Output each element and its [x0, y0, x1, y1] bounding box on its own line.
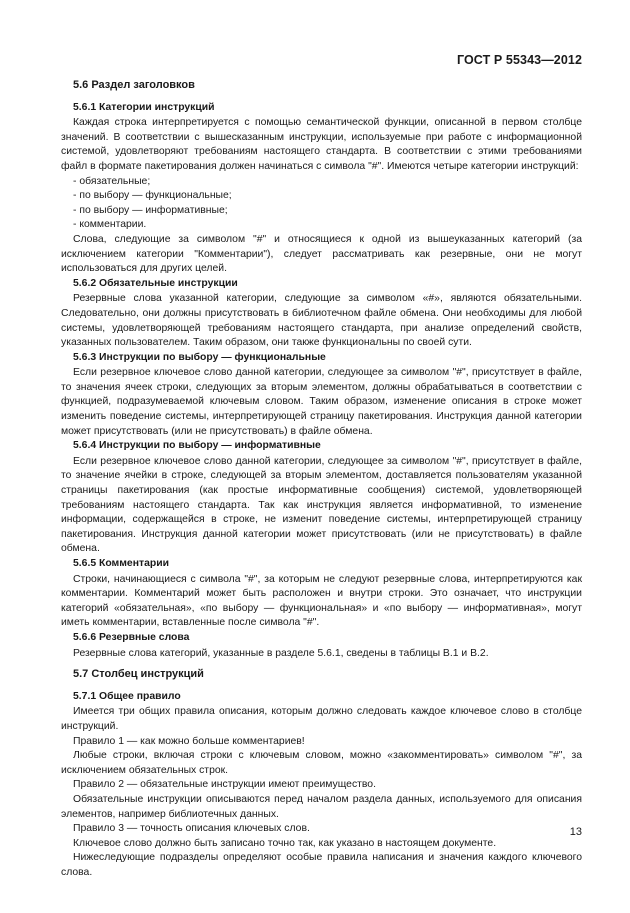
standard-code: ГОСТ Р 55343—2012 — [456, 53, 582, 67]
subsection-heading-5-6-1: 5.6.1 Категории инструкций — [73, 101, 215, 113]
paragraph: Нижеследующие подразделы определяют особые правила написания и значения каждого ключевого слова. — [61, 852, 582, 878]
paragraph: Резервные слова категорий, указанные в разделе 5.6.1, сведены в таблицы В.1 и В.2. — [73, 647, 489, 659]
paragraph: Слова, следующие за символом "#" и относящиеся к одной из вышеуказанных категорий (за исключением категории "Комментарии"), следует рассматривать как резервные, они не могут использоваться для других целей. — [61, 233, 582, 275]
subsection-heading-5-6-3: 5.6.3 Инструкции по выбору — функциональные — [73, 351, 326, 363]
paragraph: Каждая строка интерпретируется с помощью семантической функции, описанной в первом столбце значений. В соответствии с вышесказанным инструкции, используемые при работе с информационной системой, удовлетворяют требованиям настоящего стандарта. В соответствии с этими требованиями файл в формате пакетирования должен начинаться с символа "#". Имеются четыре категории инструкций: — [61, 117, 582, 172]
paragraph: Если резервное ключевое слово данной категории, следующее за символом "#", присутствует в файле, то значение ячейки в строке, следующей за вторым элементом, доставляется пользователям указанной страницы пакетирования (как простые информативные сообщения) системой, удовлетворяющей требованиям настоящего стандарта. Так как инструкция является информативной, то изменение информации, содержащейся в строке, не изменит поведение системы, интерпретирующей страницу пакетирования. Инструкция данной категории может присутствовать (или не присутствовать) в файле обмена. — [61, 455, 582, 555]
paragraph: Правило 2 — обязательные инструкции имеют преимущество. — [73, 779, 376, 791]
list-item: - по выбору — информативные; — [73, 204, 228, 216]
paragraph: Если резервное ключевое слово данной категории, следующее за символом "#", присутствует в файле, то значения ячеек строки, следующих за вторым элементом, должны обрабатываться в соответствии с функцией, подразумеваемой ключевым словом. Таким образом, изменение описания в строке может изменить поведение системы, интерпретирующей страницу пакетирования. Инструкция данной категории может присутствовать (или не присутствовать) в файле обмена. — [61, 367, 582, 437]
page-number: 13 — [569, 826, 582, 838]
subsection-heading-5-7-1: 5.7.1 Общее правило — [73, 690, 181, 702]
paragraph: Правило 3 — точность описания ключевых слов. — [73, 823, 310, 835]
list-item: - обязательные; — [73, 175, 151, 187]
document-body — [61, 78, 582, 880]
list-item: - комментарии. — [73, 219, 147, 231]
section-heading-5-7: 5.7 Столбец инструкций — [73, 668, 204, 681]
paragraph: Резервные слова указанной категории, следующие за символом «#», являются обязательными. Следовательно, они должны присутствовать в библиотечном файле обмена. Они необходимы для любой системы, удовлетворяющей требованиям настоящего стандарта, при анализе определений свойств, указанных пользователем. Таким образом, они также функциональны по своей сути. — [61, 293, 582, 349]
section-heading-5-6: 5.6 Раздел заголовков — [73, 79, 195, 91]
paragraph: Имеется три общих правила описания, которым должно следовать каждое ключевое слово в столбце инструкций. — [61, 706, 582, 732]
list-item: - по выбору — функциональные; — [73, 190, 232, 202]
paragraph: Обязательные инструкции описываются перед началом раздела данных, используемого для описания элементов, например библиотечных данных. — [61, 793, 582, 820]
subsection-heading-5-6-6: 5.6.6 Резервные слова — [73, 631, 190, 643]
paragraph: Правило 1 — как можно больше комментариев! — [73, 735, 305, 747]
paragraph: Строки, начинающиеся с символа "#", за которым не следуют резервные слова, интерпретируются как комментарии. Комментарий может быть расположен и внутри строки. Это означает, что инструкции категорий «обязательная», «по выбору — функциональная» и «по выбору — информативная», могут иметь комментарии, вставленные после символа "#". — [61, 573, 582, 629]
subsection-heading-5-6-2: 5.6.2 Обязательные инструкции — [73, 277, 238, 289]
subsection-heading-5-6-4: 5.6.4 Инструкции по выбору — информативные — [73, 440, 321, 452]
subsection-heading-5-6-5: 5.6.5 Комментарии — [73, 558, 169, 569]
paragraph: Ключевое слово должно быть записано точно так, как указано в настоящем документе. — [73, 837, 497, 849]
paragraph: Любые строки, включая строки с ключевым словом, можно «закомментировать» символом "#", за исключением обязательных строк. — [61, 750, 582, 776]
